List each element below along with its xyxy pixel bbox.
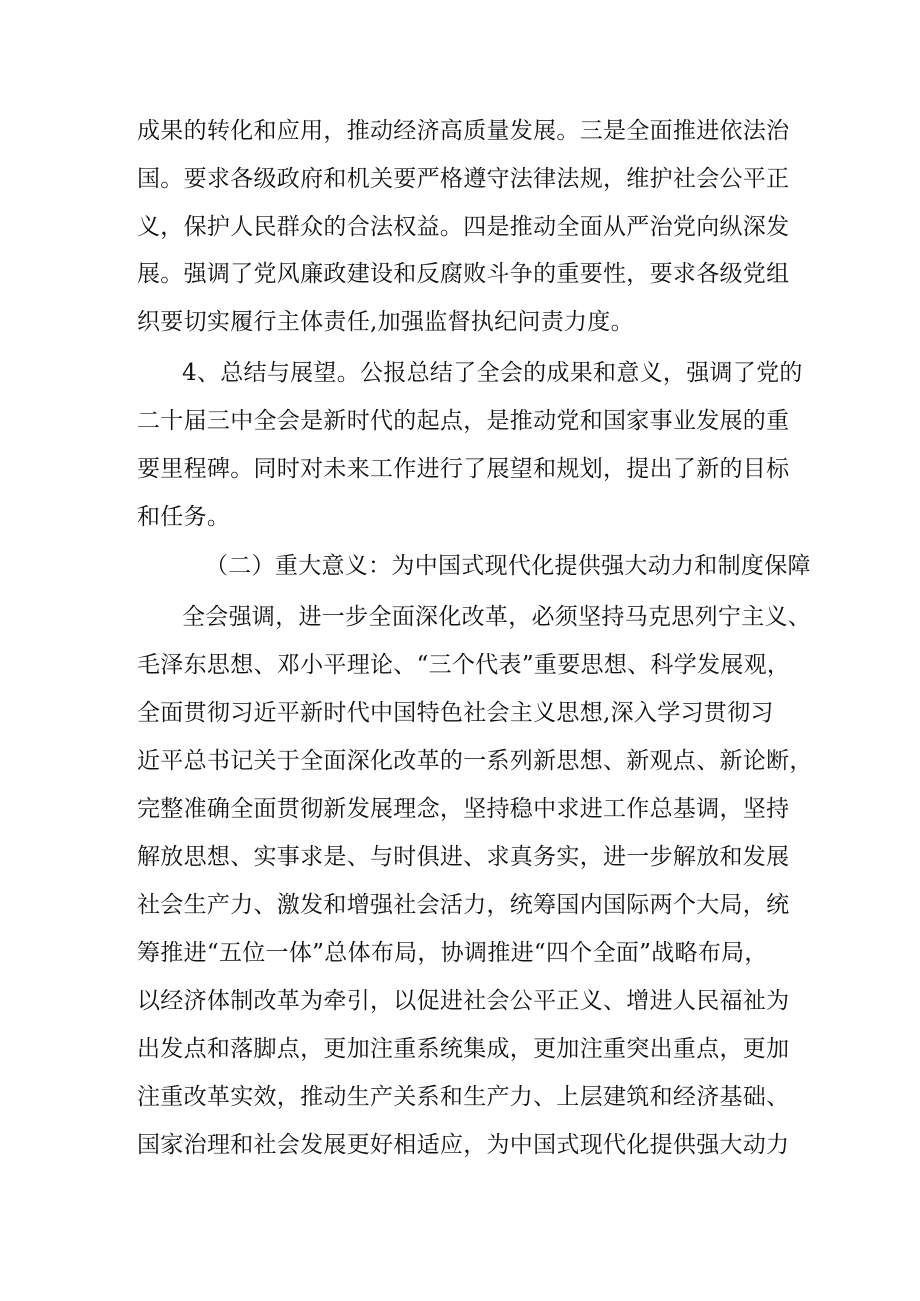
paragraph-3-line: 全会强调，进一步全面深化改革，必须坚持马克思列宁主义、	[182, 604, 812, 630]
paragraph-3-line: 国家治理和社会发展更好相适应，为中国式现代化提供强大动力	[137, 1132, 790, 1158]
section-heading: （二）重大意义：为中国式现代化提供强大动力和制度保障	[205, 553, 811, 579]
paragraph-1-line: 义，保护人民群众的合法权益。四是推动全面从严治党向纵深发	[137, 214, 790, 240]
paragraph-1-line: 国。要求各级政府和机关要严格遵守法律法规，维护社会公平正	[137, 166, 790, 192]
paragraph-2-line: 和任务。	[137, 504, 231, 530]
paragraph-3-line: 解放思想、实事求是、与时俱进、求真务实，进一步解放和发展	[137, 844, 790, 870]
paragraph-2-line: 要里程碑。同时对未来工作进行了展望和规划，提出了新的目标	[137, 456, 790, 482]
paragraph-3-line: 筹推进“五位一体”总体布局，协调推进“四个全面”战略布局，	[137, 940, 768, 966]
paragraph-2-line: 二十届三中全会是新时代的起点，是推动党和国家事业发展的重	[137, 408, 790, 434]
paragraph-1-line: 展。强调了党风廉政建设和反腐败斗争的重要性，要求各级党组	[137, 261, 790, 287]
paragraph-3-line: 毛泽东思想、邓小平理论、“三个代表”重要思想、科学发展观，	[137, 652, 791, 678]
paragraph-2-line: 4、总结与展望。公报总结了全会的成果和意义，强调了党的	[182, 360, 803, 386]
paragraph-1-line: 织要切实履行主体责任,加强监督执纪问责力度。	[137, 309, 634, 335]
paragraph-3-line: 近平总书记关于全面深化改革的一系列新思想、新观点、新论断，	[137, 748, 813, 774]
paragraph-1-line: 成果的转化和应用，推动经济高质量发展。三是全面推进依法治	[137, 118, 790, 144]
paragraph-3-line: 以经济体制改革为牵引，以促进社会公平正义、增进人民福祉为	[137, 988, 790, 1014]
paragraph-3-line: 社会生产力、激发和增强社会活力，统筹国内国际两个大局，统	[137, 892, 790, 918]
paragraph-3-line: 全面贯彻习近平新时代中国特色社会主义思想,深入学习贯彻习	[137, 700, 774, 726]
paragraph-3-line: 出发点和落脚点，更加注重系统集成，更加注重突出重点，更加	[137, 1036, 790, 1062]
paragraph-3-line: 注重改革实效，推动生产关系和生产力、上层建筑和经济基础、	[137, 1084, 790, 1110]
paragraph-3-line: 完整准确全面贯彻新发展理念，坚持稳中求进工作总基调，坚持	[137, 796, 790, 822]
